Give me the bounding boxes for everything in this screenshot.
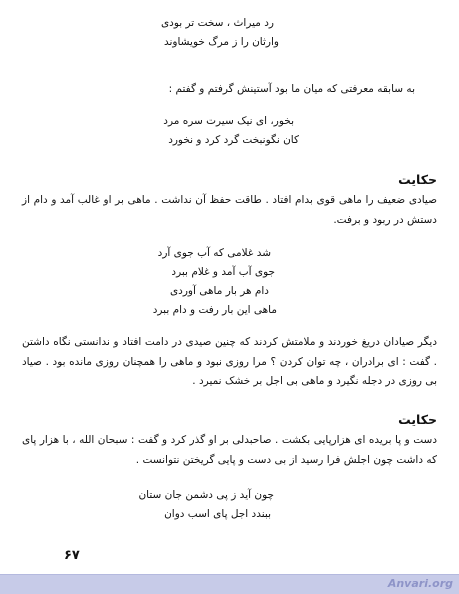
intro-line: به سابقه معرفتی که میان ما بود آستینش گرفتم و گفتم : [168, 83, 415, 95]
story-heading: حکایت [398, 172, 437, 187]
verse-line: کان نگونبخت گرد کرد و نخورد [168, 134, 299, 146]
verse-line: وارثان را ز مرگ خویشاوند [163, 36, 279, 48]
verse-line: شد غلامی که آب جوی آرد [157, 247, 271, 259]
watermark-text: Anvari.org [387, 577, 453, 590]
story-paragraph: دیگر صیادان دریغ خوردند و ملامتش کردند که چنین صیدی در دامت افتاد و ندانستی نگاه داشتن . گفت : ای برادران ، چه توان کردن ؟ مرا روزی نبود و ماهی را همچنان روزی مانده بود . صیاد بی روزی در دجله نگیرد و ماهی بی اجل بر خشک نمیرد . [22, 336, 437, 387]
page-number: ۶۷ [64, 548, 80, 563]
verse-line: چون آید ز پی دشمن جان ستان [138, 489, 274, 501]
verse-line: ببندد اجل پای اسب دوان [164, 508, 271, 520]
story-paragraph: صیادی ضعیف را ماهی قوی بدام افتاد . طاقت حفظ آن نداشت . ماهی بر او غالب آمد و دام از دستش در ربود و برفت. [22, 194, 437, 226]
verse-line: رد میراث ، سخت تر بودی [160, 17, 274, 29]
verse-line: بخور، ای نیک سیرت سره مرد [163, 115, 294, 127]
verse-line: دام هر بار ماهی آوردی [169, 285, 269, 297]
verse-line: ماهی این بار رفت و دام ببرد [152, 304, 277, 316]
story-heading: حکایت [398, 412, 437, 427]
story-paragraph: دست و پا بریده ای هزارپایی بکشت . صاحبدلی بر او گذر کرد و گفت : سبحان الله ، با هزار پای که داشت چون اجلش فرا رسید از بی دست و پایی گریختن نتوانست . [22, 434, 437, 466]
watermark-bar [0, 574, 459, 594]
verse-line: جوی آب آمد و غلام ببرد [171, 266, 275, 278]
